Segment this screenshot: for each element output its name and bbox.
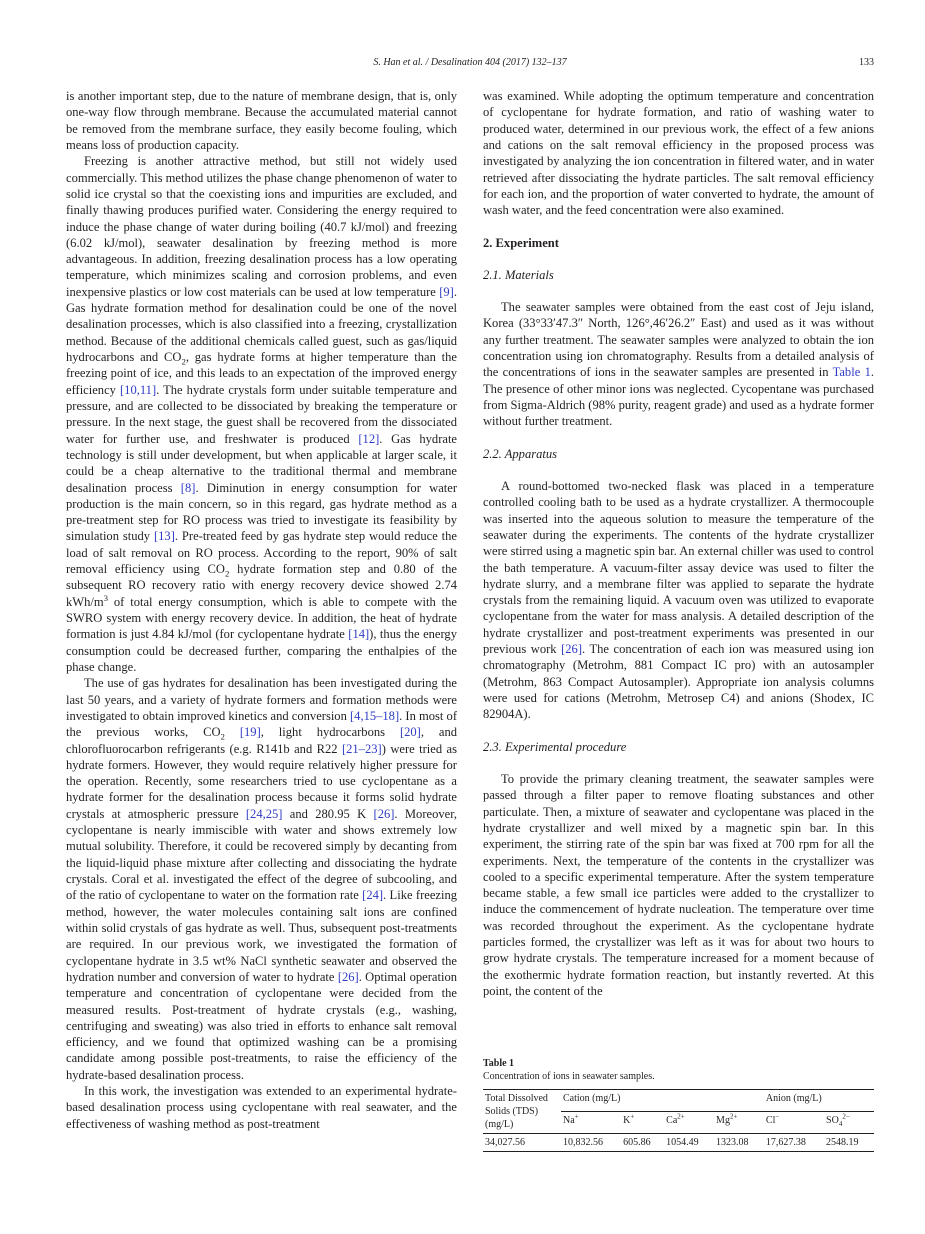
citation-link[interactable]: [21–23]	[341, 741, 382, 756]
subsection-heading: 2.3. Experimental procedure	[483, 739, 627, 754]
citation-link[interactable]: [13]	[153, 529, 175, 544]
citation-link[interactable]: [24,25]	[245, 806, 283, 821]
subsection-heading: 2.1. Materials	[483, 267, 554, 282]
citation-link[interactable]: [14]	[348, 627, 370, 642]
paragraph: The use of gas hydrates for desalination has been investigated during the last 50 years, and a variety of hydrate formers and formation methods were investigated to obtain improved kinetics and conversion [4,15–18]. In most of the previous works, $CO_2$ [19], light hydrocarbons [20], and chlorofluorocarbon refrigerants (e.g. R141b and R22 [21–23]) were tried as hydrate formers. However, they would require relatively higher pressure for the operation. Recently, some researchers tried to use cyclopentane as a hydrate former for the desalination process because it forms solid hydrate crystals at atmospheric pressure [24,25] and 280.95 K [26]. Moreover, cyclopentane is nearly immiscible with water and shows extremely low mutual solubility. Therefore, it could be recovered simply by decanting from the liquid-liquid phase mixture after collecting and dissociating the hydrate crystals. Coral et al. investigated the effect of the degree of subcooling, and of the ratio of cyclopentane to water on the formation rate [24]. Like freezing method, however, the water molecules containing salt ions are confined within solid crystals of gas hydrate as well. Thus, subsequent post-treatments are required. In our previous work, we investigated the formation of cyclopentane hydrate in 3.5 wt% NaCl synthetic seawater and observed the hydration number and conversion of water to hydrate [26]. Optimal operation temperature and concentration of cyclopentane were decided from the measured results. Post-treatment of hydrate crystals (e.g., washing, centrifuging and sweating) was also tried in efforts to enhance salt removal efficiency, and we found that optimized washing can be a promising candidate among possible post-treatments, to raise the efficiency of the hydrate-based desalination process.	[66, 676, 458, 1082]
anion-group-header: Anion (mg/L)	[764, 1090, 874, 1112]
paragraph: To provide the primary cleaning treatment, the seawater samples were passed through a filter paper to remove floating substances and other particulate. Then, a mixture of seawater and cyclopentane was placed in the hydrate crystallizer and well mixed by a magnetic spin bar. In this experiment, the stirring rate of the spin bar was fixed at 700 rpm for all the experiments. Next, the temperature of the contents in the crystallizer was cooled to a specific experimental temperature. After the system temperature became stable, a few small ice particles were added to the crystallizer to induce the commencement of hydrate nucleation. The temperature over time was recorded throughout the experiment. As the cyclopentane hydrate particles formed, the crystallizer was left as it was for about two hours to grow hydrate crystals. The temperature increased for a moment because of the exothermic hydrate formation reaction, but instantly reverted. At this point, the content of the	[483, 771, 874, 998]
section-heading: 2. Experiment	[483, 235, 559, 250]
citation-link[interactable]: [12]	[358, 431, 380, 446]
paragraph: In this work, the investigation was extended to an experimental hydrate-based desalination process using cyclopentane with real seawater, and the effectiveness of washing method as post-treatment	[66, 1084, 457, 1131]
right-column	[483, 88, 874, 999]
subsection-heading: 2.2. Apparatus	[483, 446, 558, 461]
paragraph: The seawater samples were obtained from the east cost of Jeju island, Korea (33°33′47.3″ North, 126°,46′26.2″ East) and used as it was without any further treatment. The seawater samples were analyzed to obtain the ion concentration using ion chromatography. Results from a detailed analysis of the concentrations of ions in the seawater samples are presented in Table 1. The presence of other minor ions was neglected. Cycopentane was purchased from Sigma-Aldrich (98% purity, reagent grade) and used as a hydrate former without further treatment.	[483, 300, 874, 429]
table-cell: 17,627.38	[765, 1137, 806, 1148]
table-cell: 2548.19	[826, 1137, 859, 1148]
paragraph: was examined. While adopting the optimum temperature and concentration of cyclopentane for hydrate formation, and ratio of washing water to produced water, determined in our previous work, the effect of a few anions and cations on the salt removal efficiency in the proposed process was investigated by analyzing the ion concentration in filtered water, and in water retrieved after dissociating the hydrate particles. The salt removal efficiency for each ion, and the proportion of water converted to hydrate, the amount of wash water, and the feed concentration were also examined.	[483, 89, 874, 218]
page-number: 133	[859, 57, 874, 68]
ion-table	[483, 1089, 874, 1152]
table-caption: Concentration of ions in seawater samples.	[483, 1071, 655, 1082]
citation-link[interactable]: [26]	[561, 642, 583, 657]
ion-header-so4: $SO_4^{2-}$	[826, 1112, 850, 1128]
left-column	[66, 88, 457, 1132]
paragraph: A round-bottomed two-necked flask was placed in a temperature controlled cooling bath to be used as a hydrate crystallizer. A thermocouple was inserted into the aqueous solution to measure the temperature of the seawater during the experiments. The contents of the hydrate crystallizer were stirred using a magnetic spin bar. An external chiller was used to control the bath temperature. A vacuum-filter assay device was used to filter the hydrate slurry, and a membrane filter was applied to separate the hydrate crystals from the remaining liquid. A vacuum oven was utilized to evaporate cyclopentane from the water for mass analysis. A detailed description of the hydrate crystallizer and post-treatment experiments was presented in our previous work [26]. The concentration of each ion was measured using ion chromatography (Metrohm, 881 Compact IC pro) with an autosampler (Metrohm, 863 Compact Autosampler). Appropriate ion analysis columns were used for cations (Metrohm, Metrosep C4) and anions (Shodex, IC 82904A).	[483, 478, 874, 722]
col-tds-header: Total Dissolved Solids (TDS) (mg/L)	[485, 1093, 548, 1130]
ion-header-mg: $Mg^{2+}$	[716, 1112, 738, 1126]
table-cell: 1054.49	[666, 1137, 699, 1148]
citation-link[interactable]: [9]	[439, 284, 454, 299]
citation-link[interactable]: [26]	[373, 806, 395, 821]
paragraph: is another important step, due to the nature of membrane design, that is, only one-way flow through membrane. Because the accumulated material cannot be removed from the membrane surface, they easily become fouling, which means loss of production capacity.	[66, 89, 457, 152]
table-cell: 10,832.56	[563, 1137, 603, 1148]
citation-link[interactable]: [26]	[337, 969, 359, 984]
paragraph: Freezing is another attractive method, but still not widely used commercially. This method utilizes the phase change phenomenon of water to solid ice crystal so that the coexisting ions and impurities are excluded, and finally thawing produces purified water. Considering the energy required to induce the phase change of water during boiling (40.7 kJ/mol) and freezing (6.02 kJ/mol), seawater desalination by freezing method is more advantageous. In addition, freezing desalination process has a low operating temperature, which minimizes scaling and corrosion problems, and even inexpensive plastics or low cost materials can be used at low temperature [9]. Gas hydrate formation method for desalination could be one of the novel desalination processes, which is also classified into a freezing, crystallization method. Because of the additional chemicals called guest, such as gas/liquid hydrocarbons and $CO_2$, gas hydrate forms at higher temperature than the freezing point of ice, and this leads to an expectation of the improved energy efficiency [10,11]. The hydrate crystals form under suitable temperature and pressure, and are collected to be dissociated by breaking the temperature or pressure. In the next stage, the guest shall be recovered from the dissociated water for further use, and freshwater is produced [12]. Gas hydrate technology is still under development, but when applicable at larger scale, it could be a cheap alternative to the traditional thermal and membrane desalination process [8]. Diminution in energy consumption for water production is the main concern, so in this regard, gas hydrate method as a pre-treatment step for RO process was tried to investigate its feasibility by simulation study [13]. Pre-treated feed by gas hydrate step would reduce the load of salt removal on RO process. According to the report, 90% of salt removal efficiency using $CO_2$ hydrate formation step and 0.80 of the subsequent RO recovery ratio with energy recovery device showed 2.74 kWh/$m^3$ of total energy consumption, which is able to compete with the SWRO system with energy recovery device. In addition, the heat of hydrate formation is just 4.84 kJ/mol (for cyclopentane hydrate [14]), thus the energy consumption could be decreased further, comparing the enthalpies of the phase change.	[66, 154, 458, 674]
ion-header-ca: $Ca^{2+}$	[666, 1112, 685, 1126]
running-title: S. Han et al. / Desalination 404 (2017) 132–137	[373, 57, 567, 68]
citation-link[interactable]: [10,11]	[120, 382, 157, 397]
citation-link[interactable]: [24]	[362, 888, 384, 903]
ion-header-na: Na+	[563, 1112, 579, 1126]
cation-group-header: Cation (mg/L)	[561, 1090, 764, 1112]
citation-link[interactable]: [20]	[399, 725, 421, 740]
ion-header-cl: Cl−	[765, 1112, 780, 1126]
table-label: Table 1	[483, 1058, 515, 1069]
running-header	[66, 57, 874, 73]
table-cell: 1323.08	[716, 1137, 749, 1148]
table-1	[483, 1057, 874, 1152]
ion-header-k: K+	[623, 1112, 635, 1126]
table-cell: 34,027.56	[485, 1137, 525, 1148]
citation-link[interactable]: [19]	[239, 725, 261, 740]
citation-link[interactable]: [4,15–18]	[350, 708, 400, 723]
citation-link[interactable]: [8]	[180, 480, 196, 495]
table-cell: 605.86	[623, 1137, 651, 1148]
table-link[interactable]: Table 1	[832, 365, 871, 380]
